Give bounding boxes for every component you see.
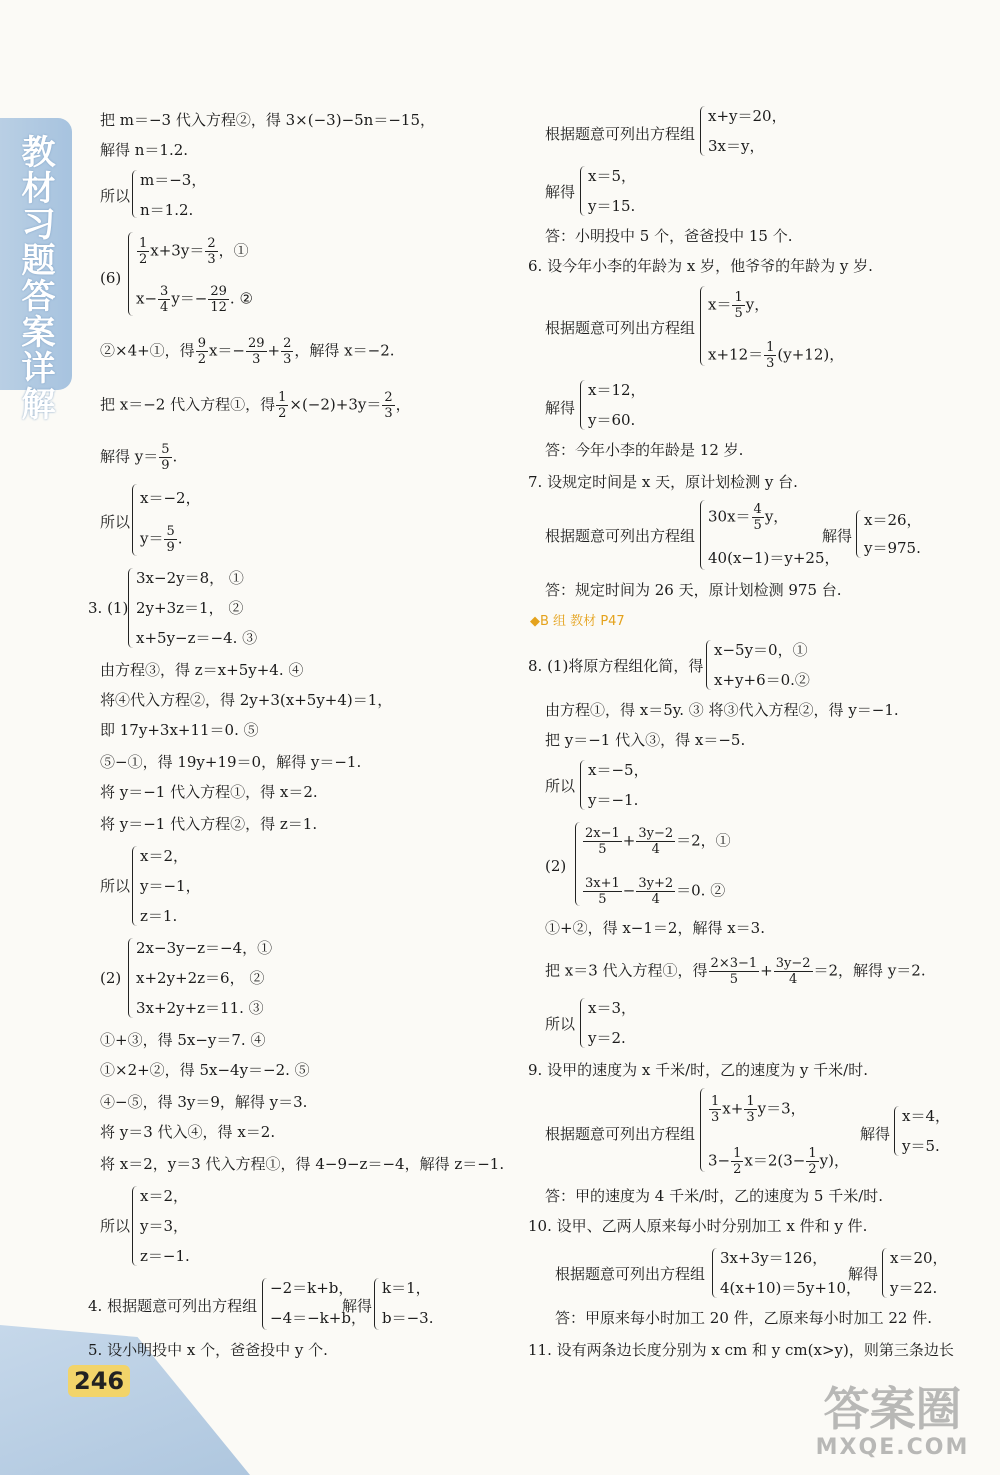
brace bbox=[580, 998, 585, 1048]
equation: x＝2， bbox=[140, 847, 189, 865]
equation: x＝12， bbox=[588, 381, 646, 399]
problem-label: 3. (1) bbox=[88, 599, 129, 617]
text-line: 解得 bbox=[545, 183, 576, 201]
text-line: 把 x＝−2 代入方程①，得 $\frac{1}{2}$ ×(−2)+3y＝ $\frac{2}{3}$ ， bbox=[100, 390, 411, 421]
text-line: 6. 设今年小李的年龄为 x 岁，他爷爷的年龄为 y 岁. bbox=[528, 257, 873, 275]
equation: x＝ $\frac{1}{5}$ y， bbox=[708, 290, 770, 321]
brace bbox=[580, 760, 585, 810]
text-line: 答：今年小李的年龄是 12 岁. bbox=[545, 441, 744, 459]
equation: n＝1.2. bbox=[140, 201, 194, 219]
brace bbox=[700, 106, 705, 156]
text-line: 所以 bbox=[100, 1217, 131, 1235]
text-line: 所以 bbox=[100, 877, 131, 895]
brace bbox=[706, 640, 711, 690]
brace bbox=[128, 568, 133, 648]
side-tab-label: 教材习题答案详解 bbox=[15, 134, 55, 422]
equation: x+y＝20， bbox=[708, 107, 787, 125]
brace bbox=[894, 1106, 899, 1156]
brace bbox=[132, 170, 137, 218]
text-line: 将④代入方程②，得 2y+3(x+5y+4)＝1， bbox=[100, 691, 393, 709]
equation: 3x+2y+z＝11. ③ bbox=[136, 999, 264, 1017]
equation: y＝15. bbox=[588, 197, 636, 215]
text-line: 解得 bbox=[342, 1297, 373, 1315]
brace bbox=[374, 1278, 379, 1330]
text-line: 所以 bbox=[545, 1015, 576, 1033]
equation: 3− $\frac{1}{2}$ x＝2(3− $\frac{1}{2}$ y)， bbox=[708, 1146, 849, 1177]
problem-label: (2) bbox=[545, 857, 567, 875]
text-line: ②×4+①，得 $\frac{9}{2}$ x＝− $\frac{29}{3}$ + $\frac{2}{3}$ ，解得 x＝−2. bbox=[100, 336, 395, 367]
equation: 2y+3z＝1， ② bbox=[136, 599, 244, 617]
text-line: 解得 y＝ $\frac{5}{9}$ . bbox=[100, 442, 178, 473]
equation: y＝975. bbox=[864, 539, 921, 557]
text-line: 9. 设甲的速度为 x 千米/时，乙的速度为 y 千米/时. bbox=[528, 1061, 868, 1079]
equation: z＝−1. bbox=[140, 1247, 190, 1265]
text-line: 根据题意可列出方程组 bbox=[555, 1265, 706, 1283]
text-line: 答：规定时间为 26 天，原计划检测 975 台. bbox=[545, 581, 842, 599]
text-line: 答：甲原来每小时加工 20 件，乙原来每小时加工 22 件. bbox=[555, 1309, 933, 1327]
equation: x+5y−z＝−4. ③ bbox=[136, 629, 258, 647]
text-line: 由方程①，得 x＝5y. ③ 将③代入方程②，得 y＝−1. bbox=[545, 701, 899, 719]
equation: $\frac{2x-1}{5}$ + $\frac{3y-2}{4}$ ＝2，① bbox=[585, 826, 731, 857]
equation: 3x＝y， bbox=[708, 137, 765, 155]
text-line: 答：小明投中 5 个，爸爸投中 15 个. bbox=[545, 227, 793, 245]
brace bbox=[262, 1278, 267, 1330]
equation: x+2y+2z＝6， ② bbox=[136, 969, 265, 987]
brace bbox=[700, 286, 705, 366]
equation: y＝2. bbox=[588, 1029, 626, 1047]
brace bbox=[132, 846, 137, 926]
brace bbox=[856, 510, 861, 558]
text-line: 根据题意可列出方程组 bbox=[545, 125, 696, 143]
watermark bbox=[805, 1383, 980, 1463]
text-line: 11. 设有两条边长度分别为 x cm 和 y cm(x>y)，则第三条边长 bbox=[528, 1341, 954, 1359]
equation: x−5y＝0，① bbox=[714, 641, 808, 659]
equation: x+12＝ $\frac{1}{3}$ (y+12)， bbox=[708, 340, 845, 371]
equation: x+y+6＝0.② bbox=[714, 671, 810, 689]
text-line: ①×2+②，得 5x−4y＝−2. ⑤ bbox=[100, 1061, 310, 1079]
equation: z＝1. bbox=[140, 907, 178, 925]
text-line: 7. 设规定时间是 x 天，原计划检测 y 台. bbox=[528, 473, 798, 491]
text-line: 解得 bbox=[860, 1125, 891, 1143]
brace bbox=[132, 484, 137, 556]
equation: y＝ $\frac{5}{9}$ . bbox=[140, 524, 183, 555]
text-line: 由方程③，得 z＝x+5y+4. ④ bbox=[100, 661, 304, 679]
text-line: 所以 bbox=[100, 513, 131, 531]
text-line: 将 y＝−1 代入方程②，得 z＝1. bbox=[100, 815, 318, 833]
equation: m＝−3， bbox=[140, 171, 207, 189]
text-line: 10. 设甲、乙两人原来每小时分别加工 x 件和 y 件. bbox=[528, 1217, 868, 1235]
equation: x＝2， bbox=[140, 1187, 189, 1205]
equation: $\frac{1}{3}$ x+ $\frac{1}{3}$ y＝3， bbox=[711, 1094, 806, 1125]
equation: y＝22. bbox=[890, 1279, 938, 1297]
brace bbox=[712, 1248, 717, 1298]
text-line: 解得 bbox=[545, 399, 576, 417]
equation: y＝60. bbox=[588, 411, 636, 429]
text-line: ④−⑤，得 3y＝9，解得 y＝3. bbox=[100, 1093, 308, 1111]
equation: x− $\frac{3}{4}$ y＝− $\frac{29}{12}$ . ② bbox=[136, 284, 253, 315]
watermark-logo: 答案圈 bbox=[823, 1382, 962, 1436]
equation: x＝5， bbox=[588, 167, 637, 185]
equation: 3x+3y＝126， bbox=[720, 1249, 828, 1267]
text-line: 把 y＝−1 代入③，得 x＝−5. bbox=[545, 731, 746, 749]
text-line: 把 x＝3 代入方程①，得 $\frac{2\times 3-1}{5}$ + $\frac{3y-2}{4}$ ＝2，解得 y＝2. bbox=[545, 956, 926, 987]
text-line: ①+③，得 5x−y＝7. ④ bbox=[100, 1031, 266, 1049]
brace bbox=[700, 1088, 705, 1172]
text-line: 5. 设小明投中 x 个，爸爸投中 y 个. bbox=[88, 1341, 328, 1359]
text-line: 将 y＝3 代入④，得 x＝2. bbox=[100, 1123, 276, 1141]
equation: x＝26， bbox=[864, 511, 922, 529]
text-line: 解得 bbox=[848, 1265, 879, 1283]
problem-label: (6) bbox=[100, 269, 122, 287]
section-tag: ◆B 组 教材 P47 bbox=[530, 614, 625, 629]
text-line: 所以 bbox=[545, 777, 576, 795]
equation: $\frac{1}{2}$ x+3y＝ $\frac{2}{3}$ ，① bbox=[139, 236, 249, 267]
text-line: 即 17y+3x+11＝0. ⑤ bbox=[100, 721, 259, 739]
equation: 4(x+10)＝5y+10， bbox=[720, 1279, 862, 1297]
text-line: 4. 根据题意可列出方程组 bbox=[88, 1297, 258, 1315]
page-number: 246 bbox=[68, 1365, 130, 1397]
equation: b＝−3. bbox=[382, 1309, 434, 1327]
text-line: 将 y＝−1 代入方程①，得 x＝2. bbox=[100, 783, 318, 801]
equation: $\frac{3x+1}{5}$ − $\frac{3y+2}{4}$ ＝0. ② bbox=[585, 876, 726, 907]
text-line: 根据题意可列出方程组 bbox=[545, 1125, 696, 1143]
equation: x＝20， bbox=[890, 1249, 948, 1267]
text-line: 根据题意可列出方程组 bbox=[545, 527, 696, 545]
equation: −4＝−k+b， bbox=[270, 1309, 366, 1327]
equation: 30x＝ $\frac{4}{5}$ y， bbox=[708, 502, 789, 533]
brace bbox=[580, 380, 585, 430]
equation: k＝1， bbox=[382, 1279, 431, 1297]
equation: 3x−2y＝8， ① bbox=[136, 569, 244, 587]
text-line: 根据题意可列出方程组 bbox=[545, 319, 696, 337]
text-line: ⑤−①，得 19y+19＝0，解得 y＝−1. bbox=[100, 753, 362, 771]
equation: x＝4， bbox=[902, 1107, 951, 1125]
text-line: ①+②，得 x−1＝2，解得 x＝3. bbox=[545, 919, 765, 937]
text-line: 解得 n＝1.2. bbox=[100, 141, 189, 159]
text-line: 答：甲的速度为 4 千米/时，乙的速度为 5 千米/时. bbox=[545, 1187, 884, 1205]
equation: y＝−1， bbox=[140, 877, 201, 895]
brace bbox=[700, 500, 705, 570]
equation: x＝3， bbox=[588, 999, 637, 1017]
brace bbox=[128, 232, 133, 316]
text-line: 8. (1)将原方程组化简，得 bbox=[528, 657, 704, 675]
watermark-url: MXQE.COM bbox=[815, 1435, 970, 1460]
equation: x＝−2， bbox=[140, 489, 201, 507]
problem-label: (2) bbox=[100, 969, 122, 987]
brace bbox=[882, 1248, 887, 1298]
text-line: 解得 bbox=[822, 527, 853, 545]
text-line: 所以 bbox=[100, 187, 131, 205]
equation: y＝5. bbox=[902, 1137, 940, 1155]
equation: y＝3， bbox=[140, 1217, 189, 1235]
brace bbox=[575, 822, 580, 906]
text-line: 把 m＝−3 代入方程②，得 3×(−3)−5n＝−15， bbox=[100, 111, 435, 129]
equation: −2＝k+b， bbox=[270, 1279, 354, 1297]
text-line: 将 x＝2，y＝3 代入方程①，得 4−9−z＝−4，解得 z＝−1. bbox=[100, 1155, 505, 1173]
brace bbox=[132, 1186, 137, 1266]
brace bbox=[580, 166, 585, 216]
equation: y＝−1. bbox=[588, 791, 639, 809]
equation: x＝−5， bbox=[588, 761, 649, 779]
equation: 2x−3y−z＝−4，① bbox=[136, 939, 273, 957]
equation: 40(x−1)＝y+25， bbox=[708, 549, 840, 567]
brace bbox=[128, 938, 133, 1018]
